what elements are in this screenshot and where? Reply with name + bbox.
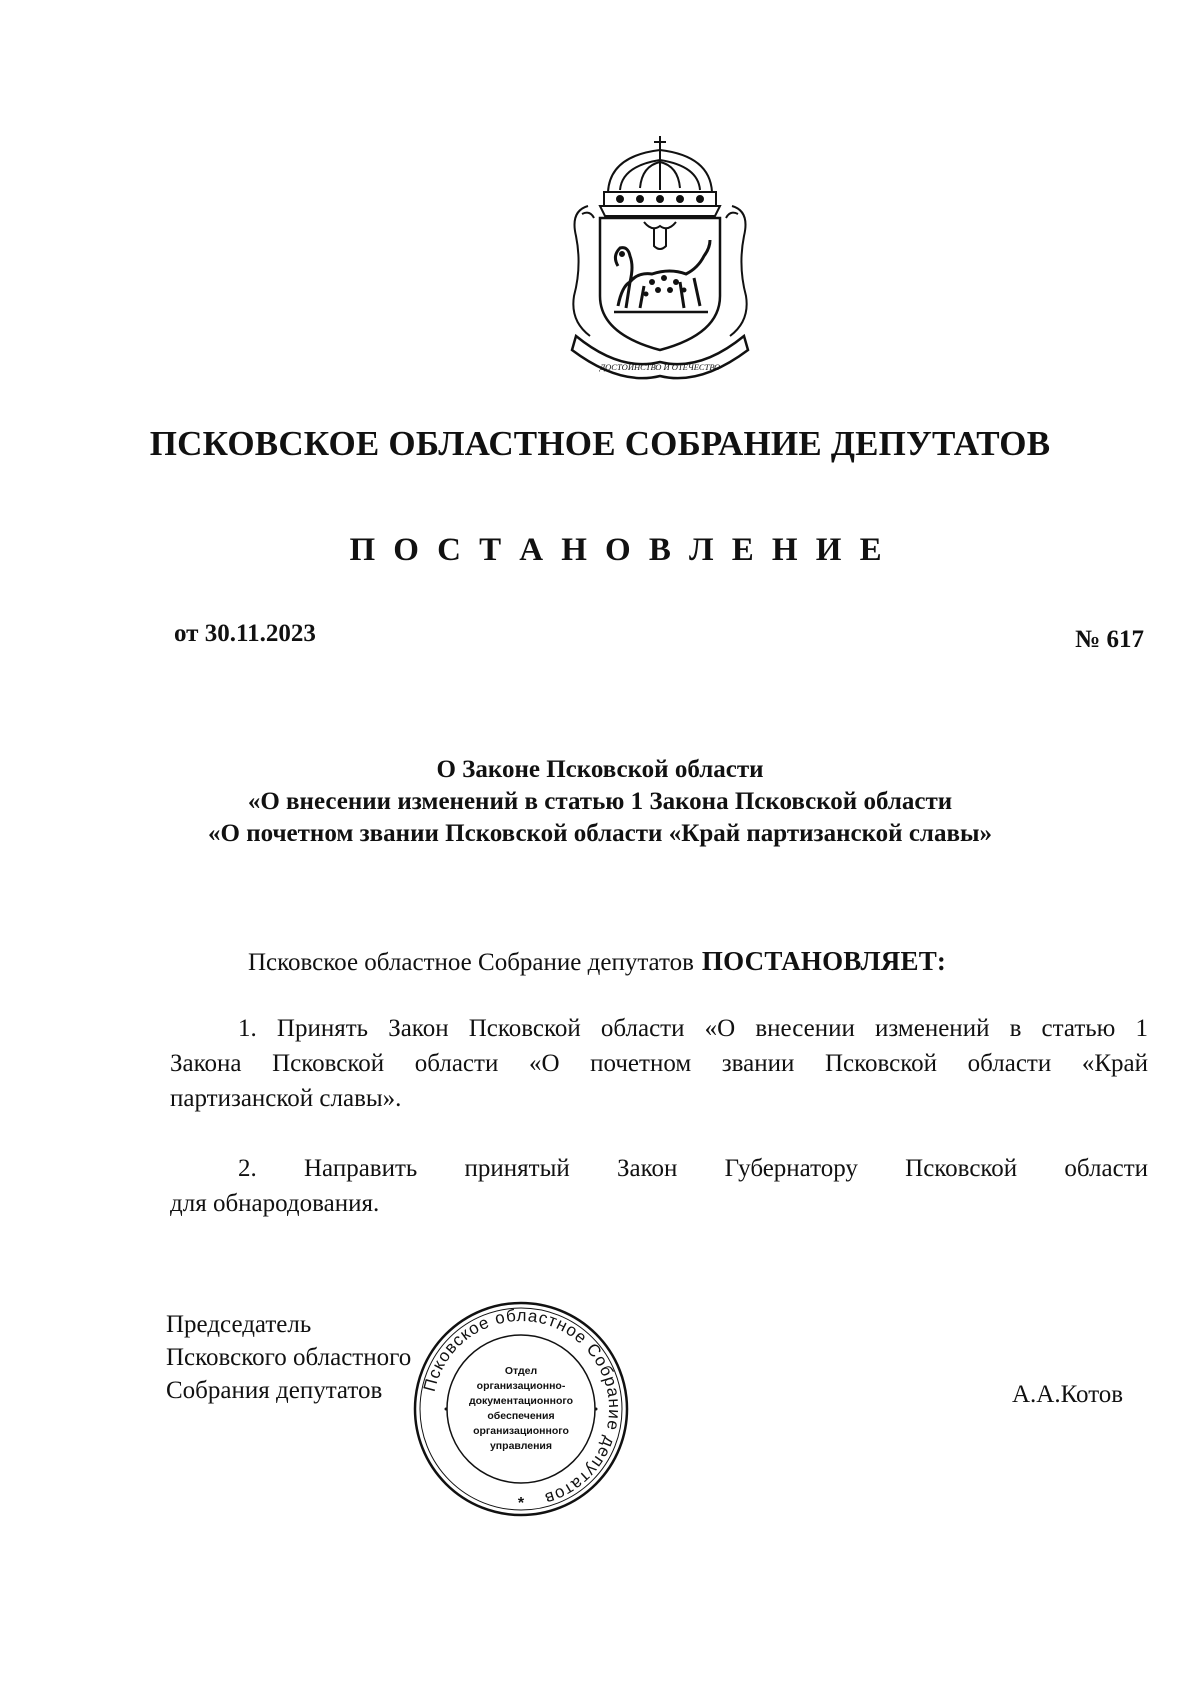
document-type: П О С Т А Н О В Л Е Н И Е [349, 532, 887, 568]
stamp-ring-text: Псковское областное Собрание депутатов [419, 1305, 625, 1509]
item-1-line-1: 1. Принять Закон Псковской области «О внесении изменений в статью 1 [238, 1015, 1148, 1042]
subject-line-2: «О внесении изменений в статью 1 Закона Псковской области [247, 788, 953, 815]
subject-line-1: О Законе Псковской области [436, 756, 764, 783]
item-1-line-2: Закона Псковской области «О почетном звании Псковской области «Край [170, 1050, 1148, 1077]
signatory-position [166, 1308, 411, 1407]
subject-line-3: «О почетном звании Псковской области «Край партизанской славы» [208, 820, 992, 847]
signatory-line-3: Собрания депутатов [166, 1377, 383, 1404]
signatory-line-2: Псковского областного [166, 1344, 412, 1371]
signatory-name: А.А.Котов [1012, 1381, 1124, 1408]
document-date: от 30.11.2023 [174, 620, 316, 647]
stamp-inner-line-1: Отдел [504, 1365, 538, 1377]
coat-of-arms-icon [560, 136, 760, 386]
stamp-inner-line-3: документационного [468, 1395, 574, 1407]
preamble-verb: ПОСТАНОВЛЯЕТ: [701, 946, 947, 976]
stamp-inner-line-6: управления [489, 1440, 553, 1452]
stamp-star: * [517, 1495, 525, 1512]
item-2-line-2: для обнародования. [170, 1190, 380, 1217]
stamp-inner-line-5: организационного [473, 1425, 569, 1437]
item-2-line-1: 2. Направить принятый Закон Губернатору Псковской области [238, 1155, 1148, 1182]
item-1-line-3: партизанской славы». [170, 1085, 402, 1112]
signatory-line-1: Председатель [166, 1311, 312, 1338]
emblem-motto: ДОСТОИНСТВО И ОТЕЧЕСТВО [599, 362, 721, 372]
stamp-inner-line-2: организационно- [476, 1380, 566, 1392]
organization-title: ПСКОВСКОЕ ОБЛАСТНОЕ СОБРАНИЕ ДЕПУТАТОВ [149, 424, 1051, 463]
preamble-text: Псковское областное Собрание депутатов [248, 949, 694, 976]
document-number: № 617 [1075, 626, 1144, 653]
official-stamp [410, 1298, 632, 1520]
document-subject [0, 754, 1200, 850]
preamble [248, 946, 946, 977]
stamp-inner-line-4: обеспечения [487, 1410, 555, 1422]
